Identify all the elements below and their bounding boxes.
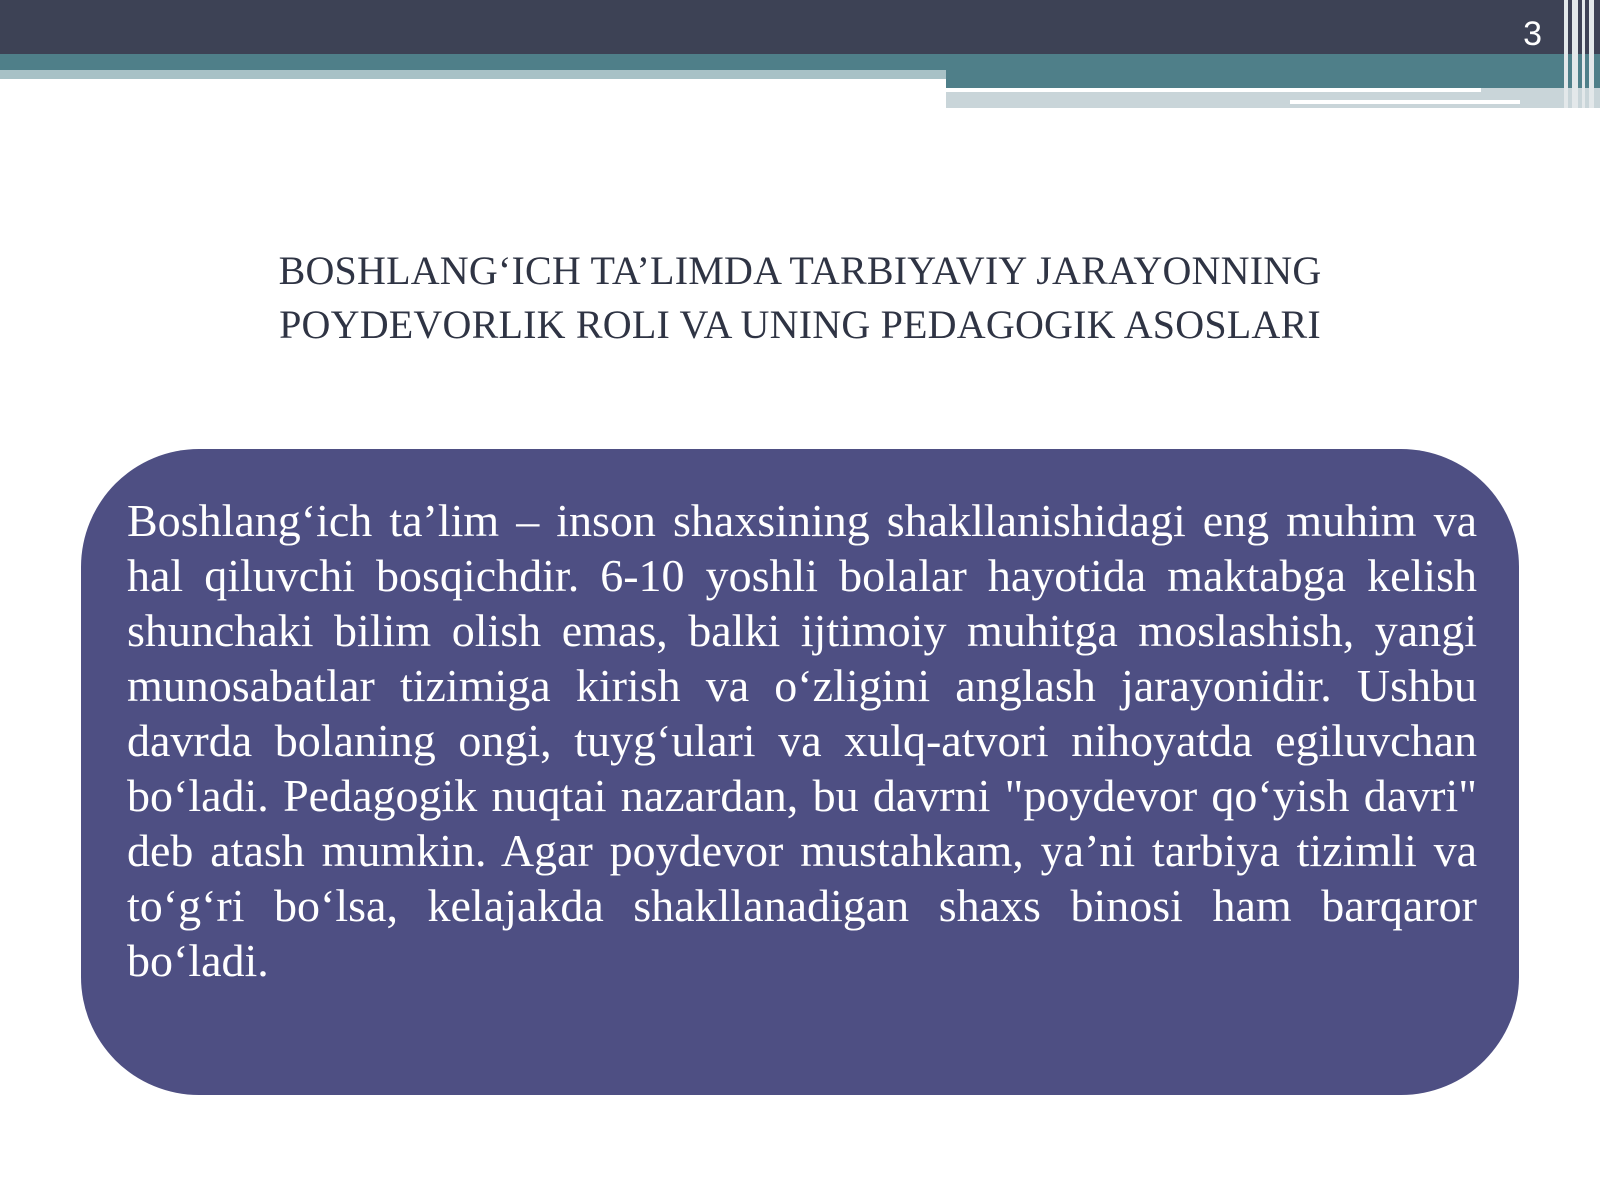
header-right-line-secondary bbox=[1290, 100, 1520, 104]
header-dark-bar bbox=[0, 0, 1600, 54]
content-box bbox=[81, 449, 1519, 1095]
header-teal-band bbox=[0, 54, 1600, 70]
slide-title bbox=[140, 244, 1460, 352]
header-right-line bbox=[946, 88, 1481, 92]
header-edge-stripes bbox=[1560, 0, 1600, 108]
header-right-teal-step bbox=[946, 70, 1600, 88]
header-light-band bbox=[0, 70, 946, 79]
slide-number: 3 bbox=[1523, 15, 1542, 53]
content-body-text: Boshlang‘ich ta’lim – inson shaxsining shakllanishidagi eng muhim va hal qiluvchi bosqichdir. 6-10 yoshli bolalar hayotida maktabga kelish shunchaki bilim olish emas, balki ijtimoiy muhitga moslashish, yangi munosabatlar tizimiga kirish va o‘zligini anglash jarayonidir. Ushbu davrda bolaning ongi, tuyg‘ulari va xulq-atvori nihoyatda egiluvchan bo‘ladi. Pedagogik nuqtai nazardan, bu davrni "poydevor qo‘yish davri" deb atash mumkin. Agar poydevor mustahkam, ya’ni tarbiya tizimli va to‘g‘ri bo‘lsa, kelajakda shakllanadigan shaxs binosi ham barqaror bo‘ladi. bbox=[127, 495, 1477, 986]
slide-title-line-2: POYDEVORLIK ROLI VA UNING PEDAGOGIK ASOSLARI bbox=[279, 302, 1321, 347]
slide-title-line-1: BOSHLANG‘ICH TA’LIMDA TARBIYAVIY JARAYONNING bbox=[278, 248, 1322, 293]
